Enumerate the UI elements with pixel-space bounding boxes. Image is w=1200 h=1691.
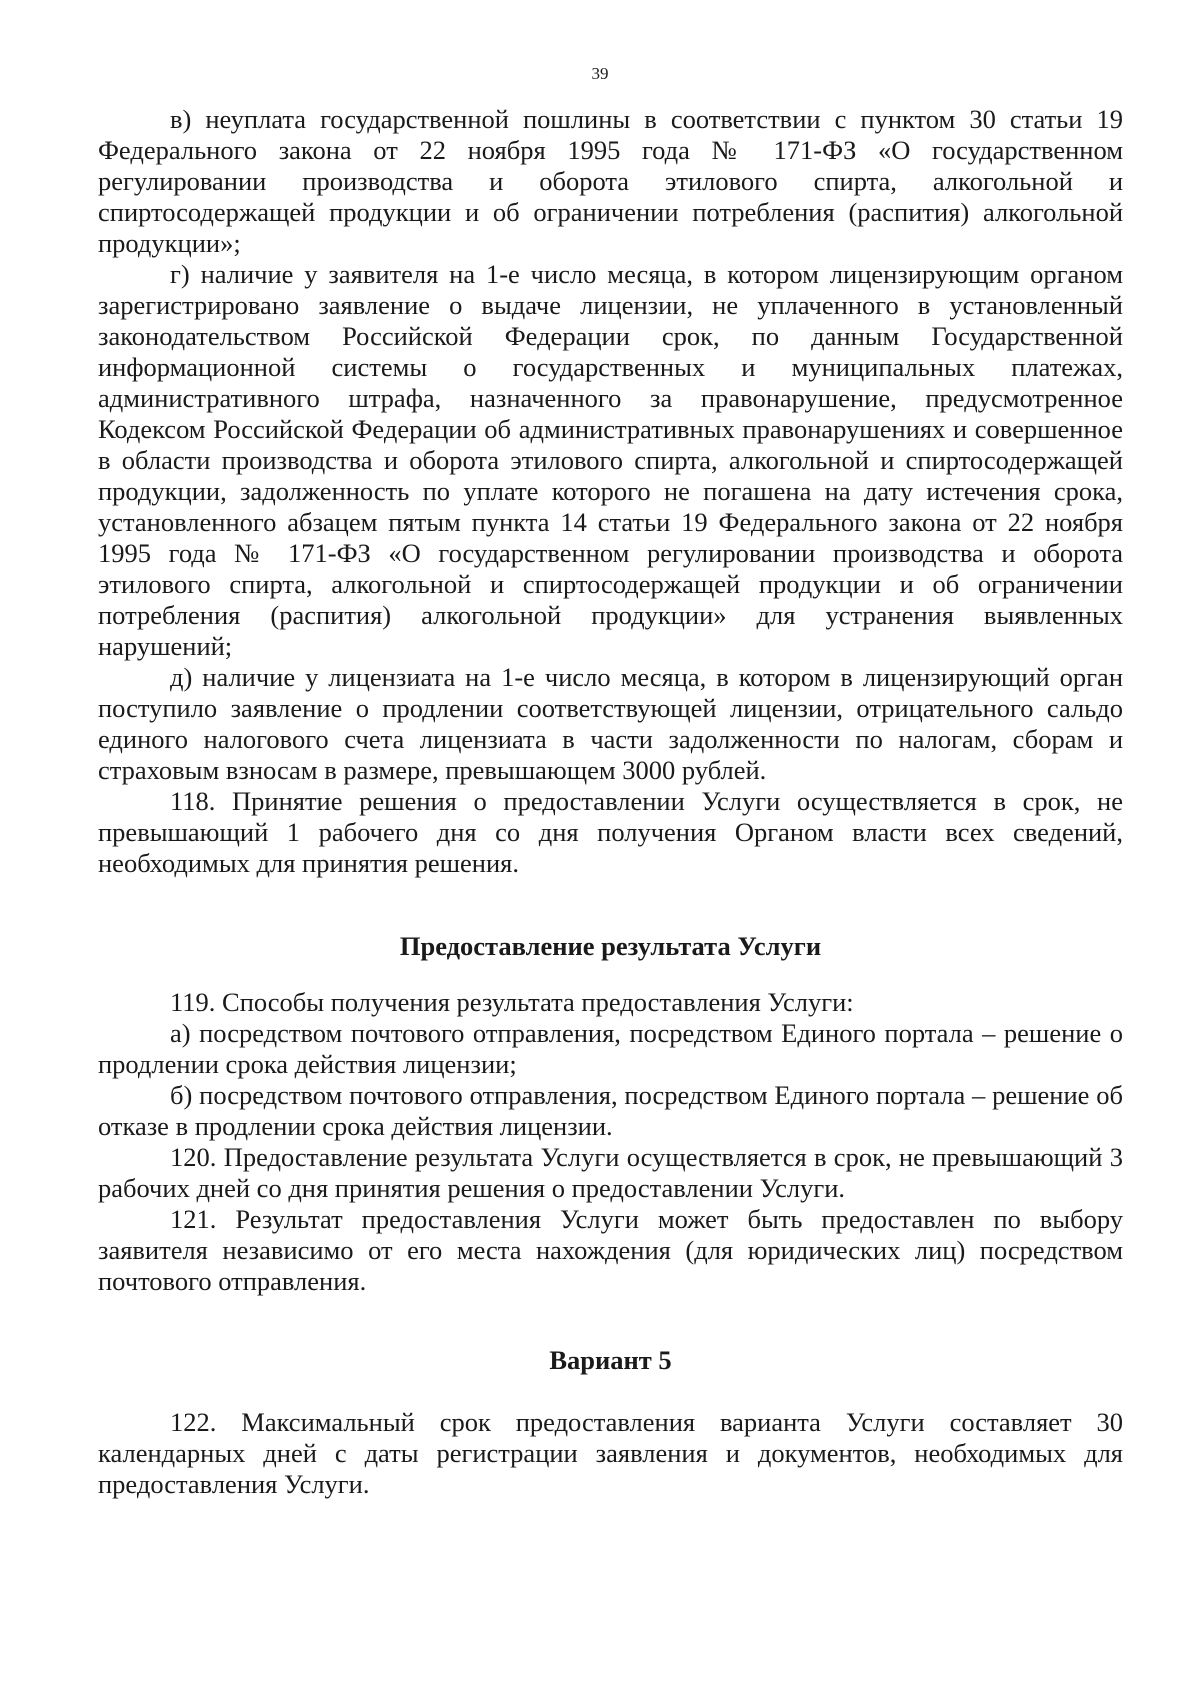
paragraph-d: д) наличие у лицензиата на 1-е число месяца, в котором в лицензирующий орган поступило заявление о продлении соответствующей лицензии, отрицательного сальдо единого налогового счета лицензиата в части задолженности по налогам, сборам и страховым взносам в размере, превышающем 3000 рублей.	[98, 662, 1123, 785]
paragraph-119-b: б) посредством почтового отправления, посредством Единого портала – решение об отказе в продлении срока действия лицензии.	[98, 1080, 1123, 1141]
section-heading-variant: Вариант 5	[549, 1345, 672, 1375]
paragraph-119-a: а) посредством почтового отправления, посредством Единого портала – решение о продлении срока действия лицензии;	[98, 1018, 1123, 1079]
document-body	[98, 104, 1123, 1500]
page-number: 39	[591, 64, 609, 83]
paragraph-119: 119. Способы получения результата предоставления Услуги:	[170, 987, 854, 1017]
section-heading-result: Предоставление результата Услуги	[399, 931, 822, 961]
paragraph-118: 118. Принятие решения о предоставлении Услуги осуществляется в срок, не превышающий 1 рабочего дня со дня получения Органом власти всех сведений, необходимых для принятия решения.	[98, 786, 1123, 878]
paragraph-v: в) неуплата государственной пошлины в соответствии с пунктом 30 статьи 19 Федерального закона от 22 ноября 1995 года № 171-ФЗ «О государственном регулировании производства и оборота этилового спирта, алкогольной и спиртосодержащей продукции и об ограничении потребления (распития) алкогольной продукции»;	[98, 104, 1123, 258]
paragraph-121: 121. Результат предоставления Услуги может быть предоставлен по выбору заявителя независимо от его места нахождения (для юридических лиц) посредством почтового отправления.	[98, 1204, 1123, 1296]
paragraph-120: 120. Предоставление результата Услуги осуществляется в срок, не превышающий 3 рабочих дней со дня принятия решения о предоставлении Услуги.	[98, 1142, 1123, 1203]
paragraph-g: г) наличие у заявителя на 1-е число месяца, в котором лицензирующим органом зарегистрировано заявление о выдаче лицензии, не уплаченного в установленный законодательством Российской Федерации срок, по данным Государственной информационной системы о государственных и муниципальных платежах, административного штрафа, назначенного за правонарушение, предусмотренное Кодексом Российской Федерации об административных правонарушениях и совершенное в области производства и оборота этилового спирта, алкогольной и спиртосодержащей продукции, задолженность по уплате которого не погашена на дату истечения срока, установленного абзацем пятым пункта 14 статьи 19 Федерального закона от 22 ноября 1995 года № 171-ФЗ «О государственном регулировании производства и оборота этилового спирта, алкогольной и спиртосодержащей продукции и об ограничении потребления (распития) алкогольной продукции» для устранения выявленных нарушений;	[98, 259, 1123, 661]
paragraph-122: 122. Максимальный срок предоставления варианта Услуги составляет 30 календарных дней с даты регистрации заявления и документов, необходимых для предоставления Услуги.	[98, 1407, 1123, 1499]
